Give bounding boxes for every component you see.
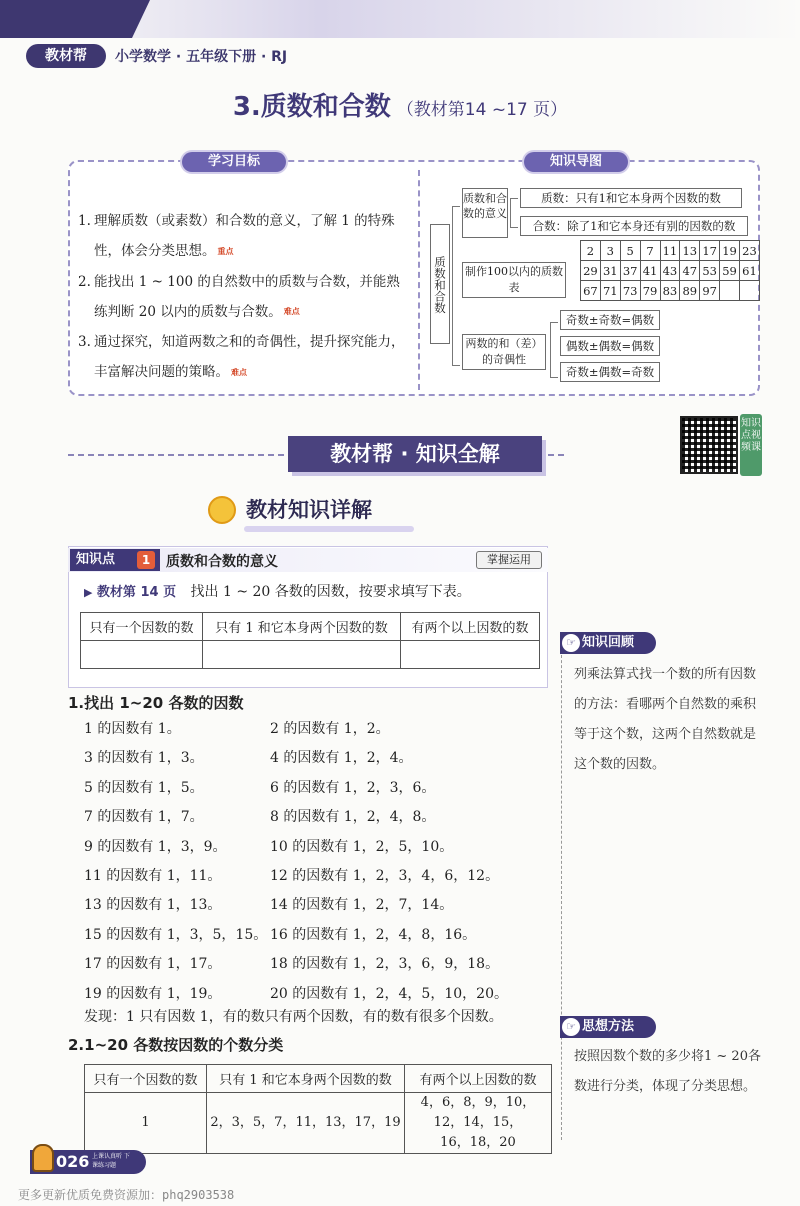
lesson-title-text: 3.质数和合数	[232, 92, 391, 122]
header-decoration	[0, 0, 150, 38]
difficult-point-mark: 难点	[231, 367, 247, 377]
factor-text: 12 的因数有 1，2，3，4，6，12。	[270, 867, 500, 884]
prime-cell: 31	[600, 261, 620, 281]
factor-text: 7 的因数有 1，7。	[84, 809, 204, 826]
prime-cell: 43	[660, 261, 680, 281]
prime-cell: 53	[700, 261, 720, 281]
classification-table	[84, 1064, 552, 1154]
prime-cell: 37	[620, 261, 640, 281]
factor-text: 14 的因数有 1，2，7，14。	[270, 897, 454, 914]
knowledge-map	[430, 184, 760, 392]
qr-code-icon[interactable]	[680, 416, 738, 474]
map-brace	[452, 206, 460, 366]
factor-text: 5 的因数有 1，5。	[84, 779, 204, 796]
key-point-mark: 重点	[217, 246, 234, 256]
factor-text: 9 的因数有 1，3，9。	[84, 838, 227, 855]
parity-brace	[550, 322, 558, 378]
factor-text: 17 的因数有 1，17。	[84, 956, 222, 973]
factor-row	[84, 747, 544, 776]
goal-item	[78, 267, 410, 328]
factor-row	[84, 894, 544, 923]
table-cell: 2，3，5，7，11，13，17，19	[207, 1093, 405, 1154]
lightbulb-icon	[208, 496, 236, 524]
pointing-hand-icon: ☞	[562, 634, 580, 652]
factor-row	[84, 836, 544, 865]
factor-text: 3 的因数有 1，3。	[84, 750, 204, 767]
goals-list	[78, 206, 410, 388]
factor-text: 13 的因数有 1，13。	[84, 897, 222, 914]
prime-cell: 73	[620, 281, 640, 301]
goal-text	[94, 327, 410, 388]
table-header: 只有 1 和它本身两个因数的数	[207, 1065, 405, 1093]
prime-cell: 11	[660, 241, 680, 261]
step-heading: 1.找出 1~20 各数的因数	[68, 694, 244, 712]
goal-text-content: 理解质数（或素数）和合数的意义，了解 1 的特殊性，体会分类思想。	[94, 213, 395, 259]
goal-num: 3.	[78, 334, 91, 350]
table-cell: 1	[85, 1093, 207, 1154]
brand-tag: 教材帮	[26, 44, 106, 68]
goals-map-box	[68, 154, 760, 396]
table-header: 只有一个因数的数	[81, 613, 203, 641]
review-text: 列乘法算式找一个数的所有因数的方法：看哪两个自然数的乘积等于这个数，这两个自然数就是这个数的因数。	[574, 667, 757, 772]
meaning-brace	[510, 198, 518, 228]
knowledge-point-number: 1	[137, 551, 155, 569]
factor-text: 20 的因数有 1，2，4，5，10，20。	[270, 985, 508, 1002]
composite-definition: 合数：除了1和它本身还有别的因数的数	[520, 216, 748, 236]
table-header: 有两个以上因数的数	[405, 1065, 552, 1093]
factor-text: 11 的因数有 1，11。	[84, 867, 222, 884]
factor-row	[84, 924, 544, 953]
meaning-node: 质数和合数的意义	[462, 188, 508, 238]
prime-cell: 61	[740, 261, 760, 281]
prime-cell: 59	[720, 261, 740, 281]
task-text: 找出 1 ~ 20 各数的因数，按要求填写下表。	[190, 584, 471, 600]
lesson-pages: （教材第14 ~17 页）	[396, 100, 568, 120]
prime-cell: 83	[660, 281, 680, 301]
goal-num: 2.	[78, 273, 91, 290]
factor-text: 15 的因数有 1，3，5，15。	[84, 926, 268, 943]
knowledge-point-title: 质数和合数的意义	[166, 554, 278, 570]
method-tag	[560, 1016, 656, 1038]
prime-table	[580, 240, 760, 301]
prime-cell: 5	[620, 241, 640, 261]
factor-text: 10 的因数有 1，2，5，10。	[270, 838, 454, 855]
goal-text-content: 通过探究，知道两数之和的奇偶性，提升探究能力，丰富解决问题的策略。	[94, 334, 405, 380]
prime-cell: 71	[600, 281, 620, 301]
map-label: 知识导图	[524, 152, 628, 172]
title-underline	[244, 526, 414, 532]
watermark: 更多更新优质免费资源加：phq2903538	[18, 1188, 235, 1202]
goal-item	[78, 206, 410, 267]
prime-cell: 79	[640, 281, 660, 301]
goal-item	[78, 327, 410, 388]
map-root: 质数和合数	[430, 224, 450, 344]
parity-rule: 奇数±奇数=偶数	[560, 310, 660, 330]
factor-text: 16 的因数有 1，2，4，8，16。	[270, 926, 477, 943]
prime-definition: 质数：只有1和它本身两个因数的数	[520, 188, 742, 208]
prime-table-node: 制作100以内的质数表	[462, 262, 566, 298]
lesson-title	[0, 86, 800, 123]
blank-cell[interactable]	[401, 641, 540, 669]
blank-cell[interactable]	[203, 641, 401, 669]
step-heading: 2.1~20 各数按因数的个数分类	[68, 1036, 284, 1054]
prime-cell: 7	[640, 241, 660, 261]
prime-row	[581, 281, 760, 301]
knowledge-point-label: 知识点	[70, 549, 160, 571]
mastery-level-badge: 掌握运用	[476, 551, 542, 569]
prime-cell	[740, 281, 760, 301]
parity-node: 两数的和（差）的奇偶性	[462, 334, 546, 370]
sidebar-divider	[561, 640, 562, 1140]
goal-num: 1.	[78, 213, 91, 229]
goal-text	[94, 267, 410, 328]
prime-cell: 17	[700, 241, 720, 261]
table-header: 只有一个因数的数	[85, 1065, 207, 1093]
factor-text: 2 的因数有 1，2。	[270, 721, 390, 737]
prime-cell: 13	[680, 241, 700, 261]
prime-cell: 41	[640, 261, 660, 281]
prime-cell: 47	[680, 261, 700, 281]
finding-text: 发现：1 只有因数 1，有的数只有两个因数，有的数有很多个因数。	[84, 1009, 503, 1025]
prime-cell: 89	[680, 281, 700, 301]
factor-row	[84, 777, 544, 806]
review-tag	[560, 632, 656, 654]
prime-cell: 2	[581, 241, 601, 261]
table-header: 有两个以上因数的数	[401, 613, 540, 641]
factor-list	[84, 718, 544, 1012]
triangle-icon: ▶	[84, 586, 93, 599]
page-note: 上课认真听 下课练习题	[92, 1153, 130, 1169]
prime-cell	[720, 281, 740, 301]
blank-classification-table	[80, 612, 540, 669]
prime-cell: 3	[600, 241, 620, 261]
factor-text: 6 的因数有 1，2，3，6。	[270, 779, 436, 796]
blank-cell[interactable]	[81, 641, 203, 669]
detail-title: 教材知识详解	[246, 498, 372, 522]
goal-text	[94, 206, 410, 267]
prime-cell: 67	[581, 281, 601, 301]
factor-text: 19 的因数有 1，19。	[84, 985, 222, 1002]
section-banner: 教材帮 · 知识全解	[288, 436, 542, 472]
factor-row	[84, 865, 544, 894]
factor-text: 8 的因数有 1，2，4，8。	[270, 809, 436, 826]
method-label: 思想方法	[582, 1019, 635, 1034]
mascot-icon	[32, 1144, 54, 1172]
prime-row	[581, 261, 760, 281]
prime-cell: 19	[720, 241, 740, 261]
goal-text-content: 能找出 1 ~ 100 的自然数中的质数与合数，并能熟练判断 20 以内的质数与合数。	[94, 273, 400, 320]
page-number: 026	[56, 1152, 90, 1171]
review-label: 知识回顾	[582, 635, 635, 650]
factor-text: 4 的因数有 1，2，4。	[270, 750, 413, 767]
prime-cell: 23	[740, 241, 760, 261]
table-cell: 4，6，8，9，10，12，14，15，16，18，20	[405, 1093, 552, 1154]
table-header: 只有 1 和它本身两个因数的数	[203, 613, 401, 641]
textbook-source: 教材第 14 页	[96, 585, 177, 600]
difficult-point-mark: 难点	[283, 307, 300, 316]
textbook-task	[84, 581, 471, 601]
subject-label: 小学数学 · 五年级下册 · RJ	[115, 49, 288, 65]
method-text: 按照因数个数的多少将1 ~ 20各数进行分类，体现了分类思想。	[574, 1049, 761, 1094]
factor-row	[84, 718, 544, 747]
factor-row	[84, 953, 544, 982]
parity-rule: 偶数±偶数=偶数	[560, 336, 660, 356]
pointing-hand-icon: ☞	[562, 1018, 580, 1036]
prime-row	[581, 241, 760, 261]
parity-rule: 奇数±偶数=奇数	[560, 362, 660, 382]
video-lesson-tag[interactable]: 知识点视频课	[740, 414, 762, 476]
prime-cell: 97	[700, 281, 720, 301]
factor-text: 1 的因数有 1。	[84, 721, 181, 737]
factor-text: 18 的因数有 1，2，3，6，9，18。	[270, 956, 500, 973]
factor-row	[84, 806, 544, 835]
box-divider	[418, 170, 420, 390]
goals-label: 学习目标	[182, 152, 286, 172]
prime-cell: 29	[581, 261, 601, 281]
